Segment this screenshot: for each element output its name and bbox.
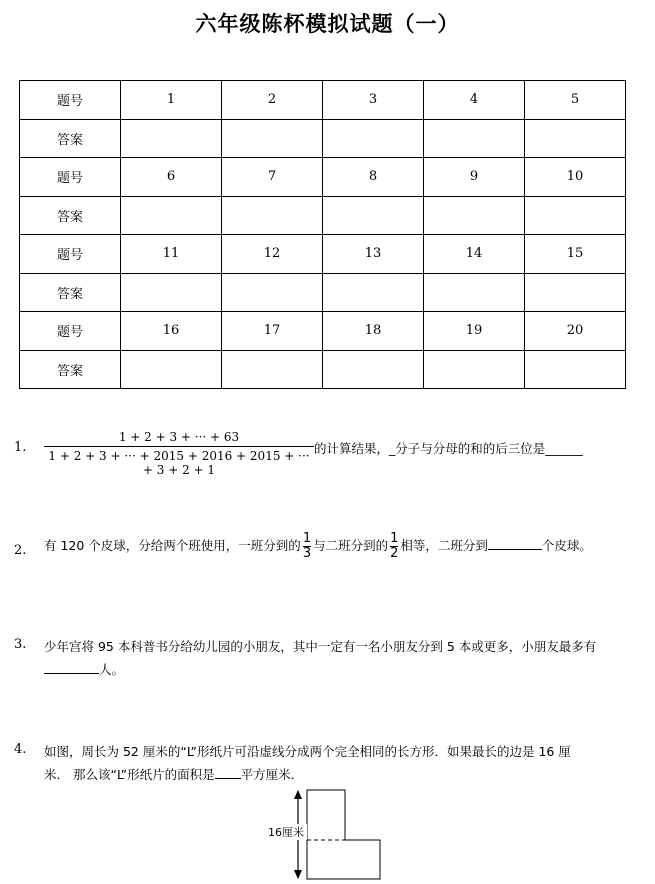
answer-cell[interactable] <box>121 196 222 235</box>
question-number-cell: 18 <box>323 312 424 351</box>
answer-cell[interactable] <box>424 273 525 312</box>
question-3-number: 3. <box>14 637 27 652</box>
row-header-cell: 题号 <box>20 81 121 120</box>
answer-cell[interactable] <box>121 350 222 389</box>
question-number-cell: 7 <box>222 158 323 197</box>
answer-cell[interactable] <box>222 196 323 235</box>
answer-cell[interactable] <box>222 273 323 312</box>
question-4-line2 <box>44 765 303 783</box>
answer-cell[interactable] <box>121 273 222 312</box>
question-2-text <box>44 532 592 561</box>
question-2-number: 2. <box>14 543 27 558</box>
row-header-cell: 答案 <box>20 196 121 235</box>
table-row-answers <box>20 350 626 389</box>
l-shape-outline <box>307 790 380 879</box>
question-number-cell: 19 <box>424 312 525 351</box>
question-2-text-c: 相等，二班分到 <box>400 538 488 553</box>
question-number-cell: 20 <box>525 312 626 351</box>
table-row-answers <box>20 119 626 158</box>
question-2-text-b: 与二班分到的 <box>313 538 389 553</box>
question-number-cell: 1 <box>121 81 222 120</box>
question-1-text: 的计算结果，_分子与分母的和的后三位是______ <box>314 441 583 456</box>
question-number-cell: 4 <box>424 81 525 120</box>
dimension-arrow-down <box>294 870 302 879</box>
question-4-line2-b: 平方厘米． <box>240 767 304 782</box>
table-row-answers <box>20 196 626 235</box>
question-number-cell: 12 <box>222 235 323 274</box>
fraction-one-third: $\frac{1}{3}$ <box>302 531 312 561</box>
answer-cell[interactable] <box>222 350 323 389</box>
question-1-denominator: 1 + 2 + 3 + ··· + 2015 + 2016 + 2015 + ··· + 3 + 2 + 1 <box>48 449 310 477</box>
answer-cell[interactable] <box>121 119 222 158</box>
answer-cell[interactable] <box>424 350 525 389</box>
answer-table <box>19 80 626 389</box>
question-3-answer-blank[interactable] <box>44 673 99 674</box>
table-row-question-numbers <box>20 235 626 274</box>
question-number-cell: 13 <box>323 235 424 274</box>
page-title: 六年级陈杯模拟试题（一） <box>195 11 460 36</box>
fraction-one-half: $\frac{1}{2}$ <box>390 531 399 561</box>
question-number-cell: 15 <box>525 235 626 274</box>
question-1-fraction <box>44 430 314 477</box>
answer-cell[interactable] <box>222 119 323 158</box>
l-shape-figure <box>265 785 395 884</box>
question-number-cell: 3 <box>323 81 424 120</box>
question-1-number: 1. <box>14 440 27 455</box>
answer-cell[interactable] <box>424 196 525 235</box>
answer-cell[interactable] <box>525 350 626 389</box>
row-header-cell: 答案 <box>20 350 121 389</box>
question-2-text-a: 有 120 个皮球，分给两个班使用，一班分到的 <box>44 538 301 553</box>
question-number-cell: 14 <box>424 235 525 274</box>
answer-cell[interactable] <box>525 196 626 235</box>
dimension-arrow-up <box>294 790 302 799</box>
table-row-question-numbers <box>20 81 626 120</box>
question-4-answer-blank[interactable] <box>215 778 241 779</box>
answer-cell[interactable] <box>323 119 424 158</box>
question-1-numerator: 1 + 2 + 3 + ··· + 63 <box>44 430 314 447</box>
question-number-cell: 16 <box>121 312 222 351</box>
question-3-line2 <box>44 660 124 678</box>
answer-cell[interactable] <box>525 119 626 158</box>
answer-cell[interactable] <box>323 273 424 312</box>
row-header-cell: 题号 <box>20 158 121 197</box>
question-number-cell: 17 <box>222 312 323 351</box>
answer-cell[interactable] <box>323 196 424 235</box>
question-number-cell: 6 <box>121 158 222 197</box>
table-row-answers <box>20 273 626 312</box>
question-3-line2-end: 人。 <box>99 662 125 677</box>
question-number-cell: 10 <box>525 158 626 197</box>
question-number-cell: 9 <box>424 158 525 197</box>
answer-cell[interactable] <box>323 350 424 389</box>
answer-cell[interactable] <box>525 273 626 312</box>
row-header-cell: 答案 <box>20 273 121 312</box>
question-4-line1: 如图，周长为 52 厘米的“L”形纸片可沿虚线分成两个完全相同的长方形．如果最长的边是 16 厘 <box>44 744 571 759</box>
question-3-line1: 少年宫将 95 本科普书分给幼儿园的小朋友，其中一定有一名小朋友分到 5 本或更多，小朋友最多有 <box>44 639 597 654</box>
question-4-line2-a: 米． 那么该“L”形纸片的面积是 <box>44 767 215 782</box>
table-row-question-numbers <box>20 158 626 197</box>
row-header-cell: 答案 <box>20 119 121 158</box>
question-2-text-d: 个皮球。 <box>541 538 592 553</box>
question-number-cell: 8 <box>323 158 424 197</box>
figure-label: 16厘米 <box>268 826 304 839</box>
row-header-cell: 题号 <box>20 235 121 274</box>
question-number-cell: 5 <box>525 81 626 120</box>
question-number-cell: 11 <box>121 235 222 274</box>
question-4-number: 4. <box>14 742 27 757</box>
table-row-question-numbers <box>20 312 626 351</box>
question-number-cell: 2 <box>222 81 323 120</box>
answer-cell[interactable] <box>424 119 525 158</box>
question-2-answer-blank[interactable] <box>488 549 542 550</box>
row-header-cell: 题号 <box>20 312 121 351</box>
